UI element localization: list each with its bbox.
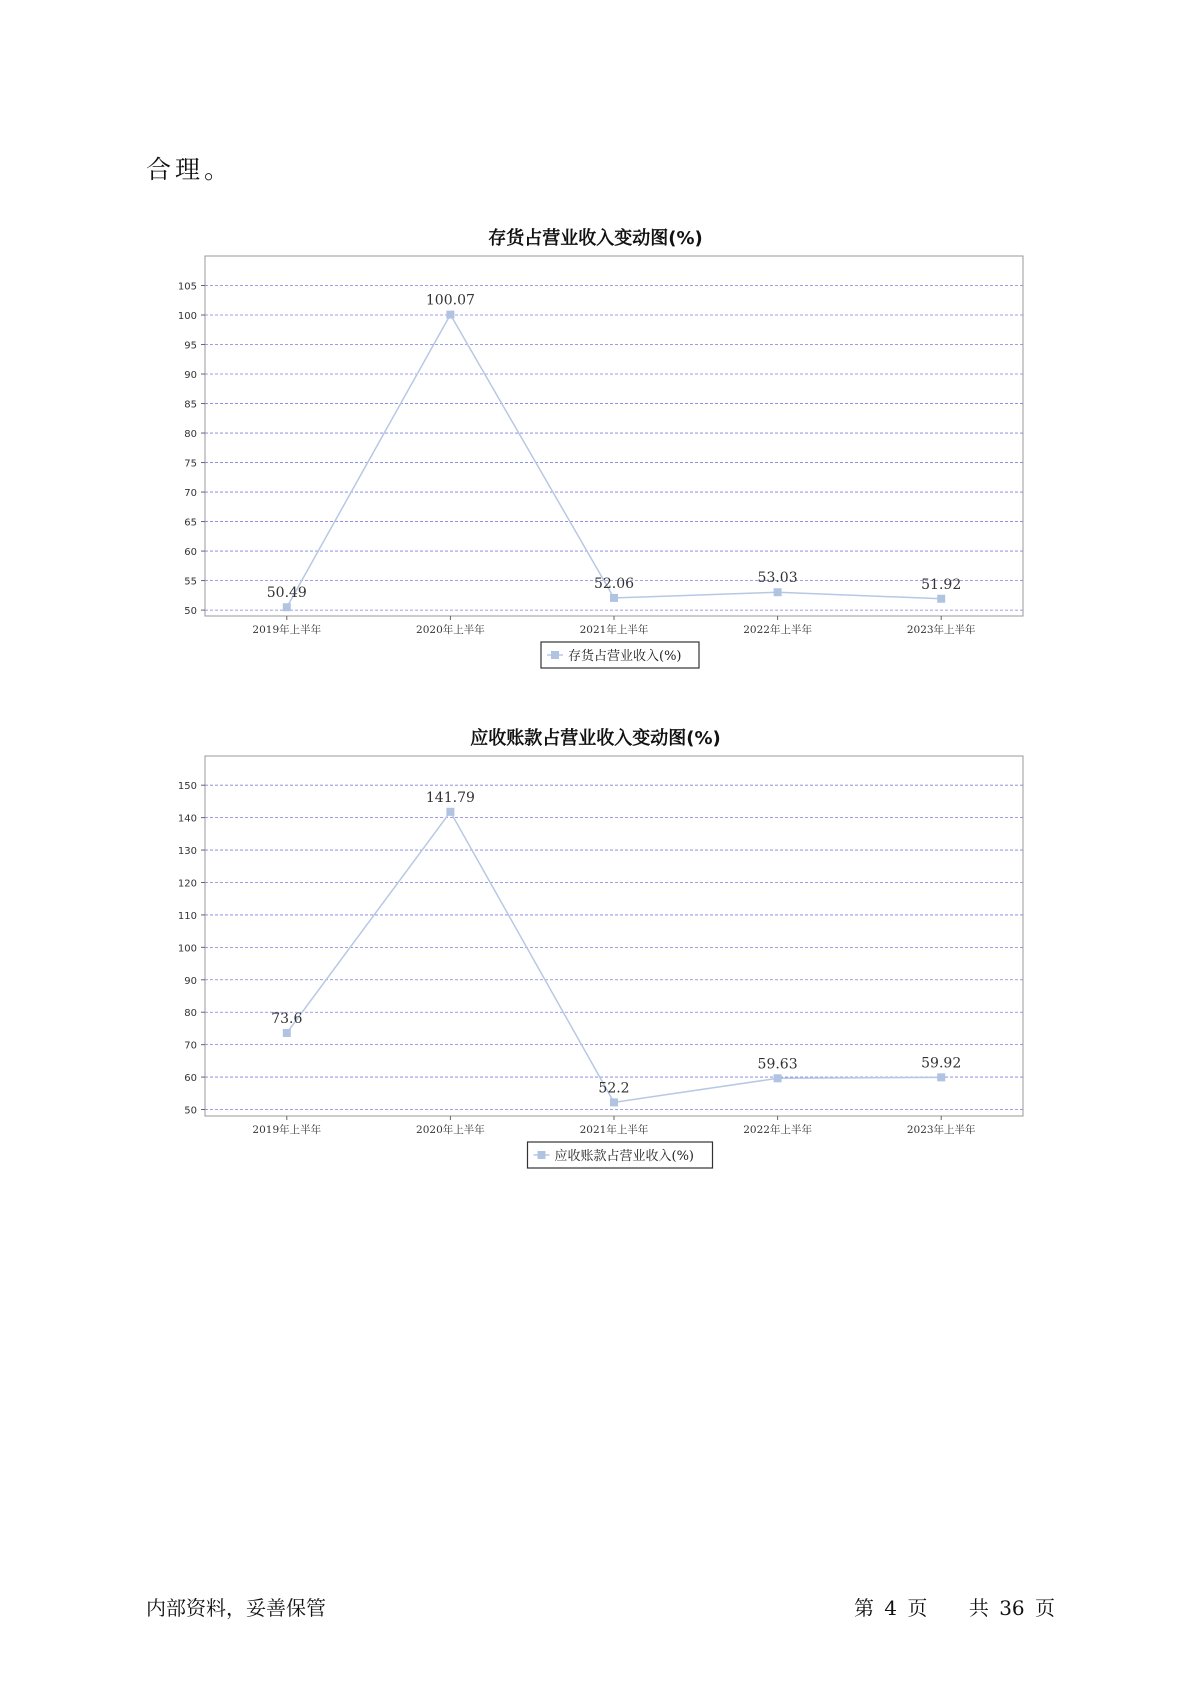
data-label: 52.2 <box>598 1080 630 1097</box>
data-label: 73.6 <box>271 1010 303 1027</box>
data-point <box>610 594 618 602</box>
data-point <box>446 311 454 319</box>
page-number: 4 <box>884 1596 898 1620</box>
y-tick-label: 130 <box>177 846 197 858</box>
data-point <box>774 1074 782 1082</box>
total-prefix: 共 <box>968 1596 989 1620</box>
y-tick-label: 90 <box>184 370 197 382</box>
page-suffix: 页 <box>907 1596 928 1620</box>
x-tick-label: 2019年上半年 <box>252 624 322 636</box>
x-tick-label: 2023年上半年 <box>906 624 976 636</box>
y-tick-label: 105 <box>177 281 197 293</box>
legend-label: 存货占营业收入(%) <box>568 649 682 664</box>
y-tick-label: 50 <box>184 606 197 618</box>
y-tick-label: 60 <box>184 1073 197 1085</box>
y-tick-label: 80 <box>184 1008 197 1020</box>
x-tick-label: 2023年上半年 <box>906 1124 976 1136</box>
y-tick-label: 75 <box>184 458 197 470</box>
data-point <box>937 1073 945 1081</box>
footer-page-number <box>854 1592 1055 1621</box>
x-tick-label: 2019年上半年 <box>252 1124 322 1136</box>
y-tick-label: 100 <box>177 311 197 323</box>
legend-label: 应收账款占营业收入(%) <box>554 1149 694 1164</box>
total-pages: 36 <box>999 1596 1025 1620</box>
inventory-chart <box>0 218 1191 678</box>
data-label: 50.49 <box>266 585 307 602</box>
x-tick-label: 2021年上半年 <box>579 624 649 636</box>
y-tick-label: 90 <box>184 975 197 987</box>
data-point <box>283 1029 291 1037</box>
data-label: 141.79 <box>425 789 475 806</box>
x-tick-label: 2020年上半年 <box>416 1124 485 1136</box>
data-label: 53.03 <box>757 570 798 587</box>
data-label: 59.92 <box>921 1055 962 1072</box>
data-label: 52.06 <box>593 575 635 592</box>
y-tick-label: 60 <box>184 547 197 559</box>
data-point <box>610 1098 618 1106</box>
data-point <box>774 588 782 596</box>
intro-text: 合理。 <box>146 155 234 184</box>
plot-area <box>205 756 1023 1116</box>
chart-title: 存货占营业收入变动图(%) <box>488 228 703 249</box>
x-tick-label: 2020年上半年 <box>416 624 485 636</box>
legend-marker <box>538 1151 546 1159</box>
data-point <box>446 808 454 816</box>
y-tick-label: 120 <box>177 878 197 890</box>
y-tick-label: 85 <box>184 399 197 411</box>
y-tick-label: 95 <box>184 340 197 352</box>
y-tick-label: 140 <box>177 813 197 825</box>
y-tick-label: 80 <box>184 429 197 441</box>
data-point <box>937 595 945 603</box>
footer-note: 内部资料，妥善保管 <box>146 1596 326 1620</box>
x-tick-label: 2022年上半年 <box>743 1124 812 1136</box>
data-label: 59.63 <box>757 1056 798 1073</box>
y-tick-label: 55 <box>184 576 197 588</box>
x-tick-label: 2021年上半年 <box>579 1124 649 1136</box>
y-tick-label: 100 <box>177 943 197 955</box>
y-tick-label: 110 <box>177 910 197 922</box>
legend-marker <box>551 651 559 659</box>
data-point <box>283 603 291 611</box>
inventory-chart-svg <box>0 218 1191 678</box>
data-label: 100.07 <box>425 292 475 309</box>
data-label: 51.92 <box>921 576 962 593</box>
y-tick-label: 70 <box>184 1040 197 1052</box>
receivables-chart-svg <box>0 718 1191 1178</box>
y-tick-label: 50 <box>184 1105 197 1117</box>
total-suffix: 页 <box>1035 1596 1055 1620</box>
page-prefix: 第 <box>853 1596 874 1620</box>
plot-area <box>205 256 1023 616</box>
y-tick-label: 150 <box>177 781 197 793</box>
receivables-chart <box>0 718 1191 1178</box>
y-tick-label: 65 <box>184 517 197 529</box>
x-tick-label: 2022年上半年 <box>743 624 812 636</box>
y-tick-label: 70 <box>184 488 197 500</box>
chart-title: 应收账款占营业收入变动图(%) <box>470 728 721 749</box>
